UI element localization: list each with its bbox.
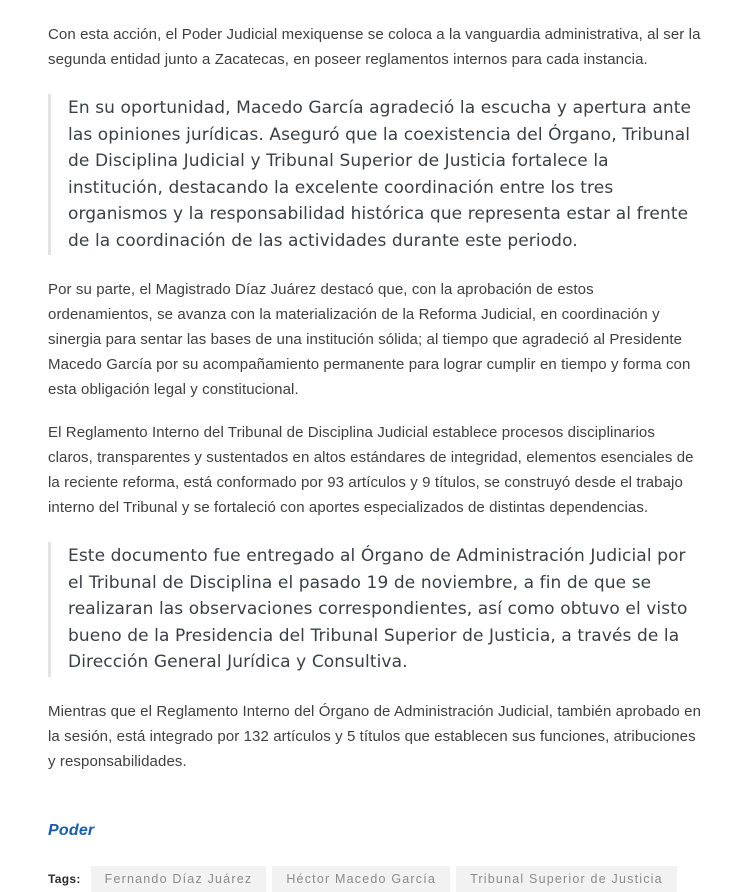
pull-quote-1: En su oportunidad, Macedo García agradeció la escucha y apertura ante las opiniones jurídicas. Aseguró que la coexistencia del Órgano, Tribunal de Disciplina Judicial y Tribunal Superior de Justicia fortalece la institución, destacando la excelente coordinación entre los tres organismos y la responsabilidad histórica que representa estar al frente de la coordinación de las actividades durante este periodo.: [48, 94, 702, 255]
tag-hector-macedo-garcia[interactable]: Héctor Macedo García: [272, 866, 450, 892]
tag-fernando-diaz-juarez[interactable]: Fernando Díaz Juárez: [91, 866, 267, 892]
category-row: [48, 822, 702, 840]
tags-label: Tags:: [48, 871, 81, 886]
tags-row: [48, 866, 702, 892]
pull-quote-2: Este documento fue entregado al Órgano de Administración Judicial por el Tribunal de Disciplina el pasado 19 de noviembre, a fin de que se realizaran las observaciones correspondientes, así como obtuvo el visto bueno de la Presidencia del Tribunal Superior de Justicia, a través de la Dirección General Jurídica y Consultiva.: [48, 542, 702, 677]
article-paragraph-4: Mientras que el Reglamento Interno del Órgano de Administración Judicial, también aprobado en la sesión, está integrado por 132 artículos y 5 títulos que establecen sus funciones, atribuciones y responsabilidades.: [48, 702, 702, 770]
article-paragraph-3: El Reglamento Interno del Tribunal de Disciplina Judicial establece procesos disciplinarios claros, transparentes y sustentados en altos estándares de integridad, elementos esenciales de la reciente reforma, está conformado por 93 artículos y 9 títulos, se construyó desde el trabajo interno del Tribunal y se fortaleció con aportes especializados de distintas dependencias.: [48, 424, 694, 516]
article-paragraph-2: Por su parte, el Magistrado Díaz Juárez destacó que, con la aprobación de estos ordenamientos, se avanza con la materialización de la Reforma Judicial, en coordinación y sinergia para sentar las bases de una institución sólida; al tiempo que agradeció al Presidente Macedo García por su acompañamiento permanente para lograr cumplir en tiempo y forma con esta obligación legal y constitucional.: [48, 281, 691, 398]
category-link-poder[interactable]: Poder: [48, 821, 95, 839]
article-paragraph-1: Con esta acción, el Poder Judicial mexiquense se coloca a la vanguardia administrativa, al ser la segunda entidad junto a Zacatecas, en poseer reglamentos internos para cada instancia.: [48, 26, 701, 68]
tag-tribunal-superior-de-justicia[interactable]: Tribunal Superior de Justicia: [456, 866, 677, 892]
